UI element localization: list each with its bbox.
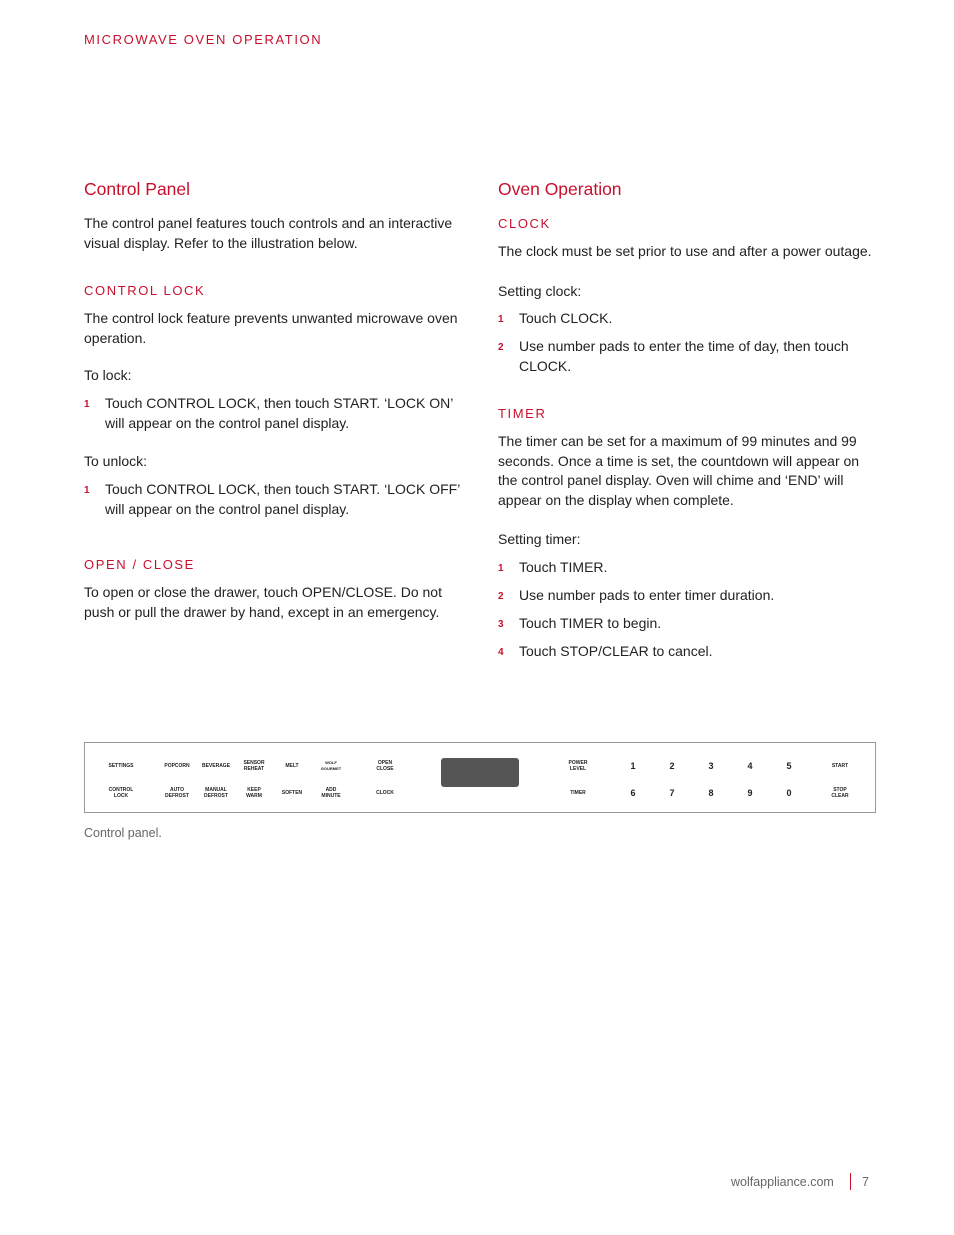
lock-step xyxy=(84,394,465,433)
timer-heading: TIMER xyxy=(498,406,547,421)
panel-label-keep-warm: KEEP WARM xyxy=(246,787,262,799)
panel-number: 5 xyxy=(786,761,792,771)
panel-label-stop-clear: STOP CLEAR xyxy=(831,787,849,799)
panel-number: 3 xyxy=(708,761,714,771)
timer-text: The timer can be set for a maximum of 99 minutes and 99 seconds. Once a time is set, the countdown will appear on the control panel display. Oven will chime and ‘END’ will appear on the display when complete. xyxy=(498,433,860,508)
panel-label-power-level: POWER LEVEL xyxy=(568,760,588,772)
step-text: Touch CONTROL LOCK, then touch START. ‘LOCK ON’ will appear on the control panel display. xyxy=(105,395,453,431)
footer-site-link[interactable]: wolfappliance.com xyxy=(731,1175,834,1189)
panel-label-wolf-gourmet: WOLF GOURMET xyxy=(320,760,342,771)
panel-label-timer: TIMER xyxy=(570,790,586,796)
setting-clock-label: Setting clock: xyxy=(498,283,582,299)
panel-display xyxy=(441,758,519,787)
step-number: 1 xyxy=(84,485,90,496)
step-text: Touch CLOCK. xyxy=(519,310,613,326)
panel-number: 9 xyxy=(747,788,753,798)
panel-number: 2 xyxy=(669,761,675,771)
panel-label-manual-defrost: MANUAL DEFROST xyxy=(204,787,228,799)
oven-operation-title: Oven Operation xyxy=(498,179,622,199)
clock-heading: CLOCK xyxy=(498,216,551,231)
panel-label-beverage: BEVERAGE xyxy=(201,763,231,769)
panel-label-soften: SOFTEN xyxy=(281,790,303,796)
panel-number: 1 xyxy=(630,761,636,771)
unlock-label: To unlock: xyxy=(84,453,148,469)
control-panel-illustration xyxy=(84,742,876,813)
step-text: Touch CONTROL LOCK, then touch START. ‘LOCK OFF’ will appear on the control panel display. xyxy=(105,481,460,517)
clock-step xyxy=(498,309,879,329)
step-number: 1 xyxy=(498,563,504,574)
open-close-heading: OPEN / CLOSE xyxy=(84,557,195,572)
panel-label-auto-defrost: AUTO DEFROST xyxy=(165,787,189,799)
footer-divider xyxy=(850,1173,851,1190)
control-lock-text: The control lock feature prevents unwanted microwave oven operation. xyxy=(84,310,458,346)
unlock-step xyxy=(84,480,465,519)
panel-label-control-lock: CONTROL LOCK xyxy=(108,787,134,799)
step-number: 2 xyxy=(498,591,504,602)
setting-timer-label: Setting timer: xyxy=(498,531,581,547)
control-panel-intro: The control panel features touch controls and an interactive visual display. Refer to the illustration below. xyxy=(84,215,453,251)
control-panel-title: Control Panel xyxy=(84,179,191,199)
control-lock-heading: CONTROL LOCK xyxy=(84,283,206,298)
timer-step xyxy=(498,586,879,606)
running-head: MICROWAVE OVEN OPERATION xyxy=(84,32,323,47)
page-number: 7 xyxy=(862,1175,869,1189)
step-number: 3 xyxy=(498,619,504,630)
step-text: Use number pads to enter the time of day, then touch CLOCK. xyxy=(519,338,849,374)
panel-label-open-close: OPEN CLOSE xyxy=(376,760,394,772)
timer-step xyxy=(498,642,879,662)
panel-label-add-minute: ADD MINUTE xyxy=(321,787,341,799)
panel-number: 0 xyxy=(786,788,792,798)
step-text: Touch STOP/CLEAR to cancel. xyxy=(519,643,713,659)
figure-caption: Control panel. xyxy=(84,826,162,840)
step-number: 4 xyxy=(498,647,504,658)
panel-number: 6 xyxy=(630,788,636,798)
open-close-text: To open or close the drawer, touch OPEN/CLOSE. Do not push or pull the drawer by hand, except in an emergency. xyxy=(84,584,442,620)
panel-label-sensor-reheat: SENSOR REHEAT xyxy=(243,760,265,772)
step-number: 2 xyxy=(498,342,504,353)
panel-label-start: START xyxy=(831,763,849,769)
panel-label-settings: SETTINGS xyxy=(108,763,134,769)
step-text: Touch TIMER. xyxy=(519,559,608,575)
panel-number: 8 xyxy=(708,788,714,798)
panel-label-clock: CLOCK xyxy=(376,790,394,796)
timer-step xyxy=(498,614,879,634)
panel-number: 4 xyxy=(747,761,753,771)
panel-number: 7 xyxy=(669,788,675,798)
panel-label-popcorn: POPCORN xyxy=(164,763,190,769)
panel-label-melt: MELT xyxy=(285,763,299,769)
clock-step xyxy=(498,337,879,376)
lock-label: To lock: xyxy=(84,367,132,383)
clock-text: The clock must be set prior to use and after a power outage. xyxy=(498,243,872,259)
step-number: 1 xyxy=(84,399,90,410)
step-text: Use number pads to enter timer duration. xyxy=(519,587,775,603)
timer-step xyxy=(498,558,879,578)
step-text: Touch TIMER to begin. xyxy=(519,615,662,631)
step-number: 1 xyxy=(498,314,504,325)
